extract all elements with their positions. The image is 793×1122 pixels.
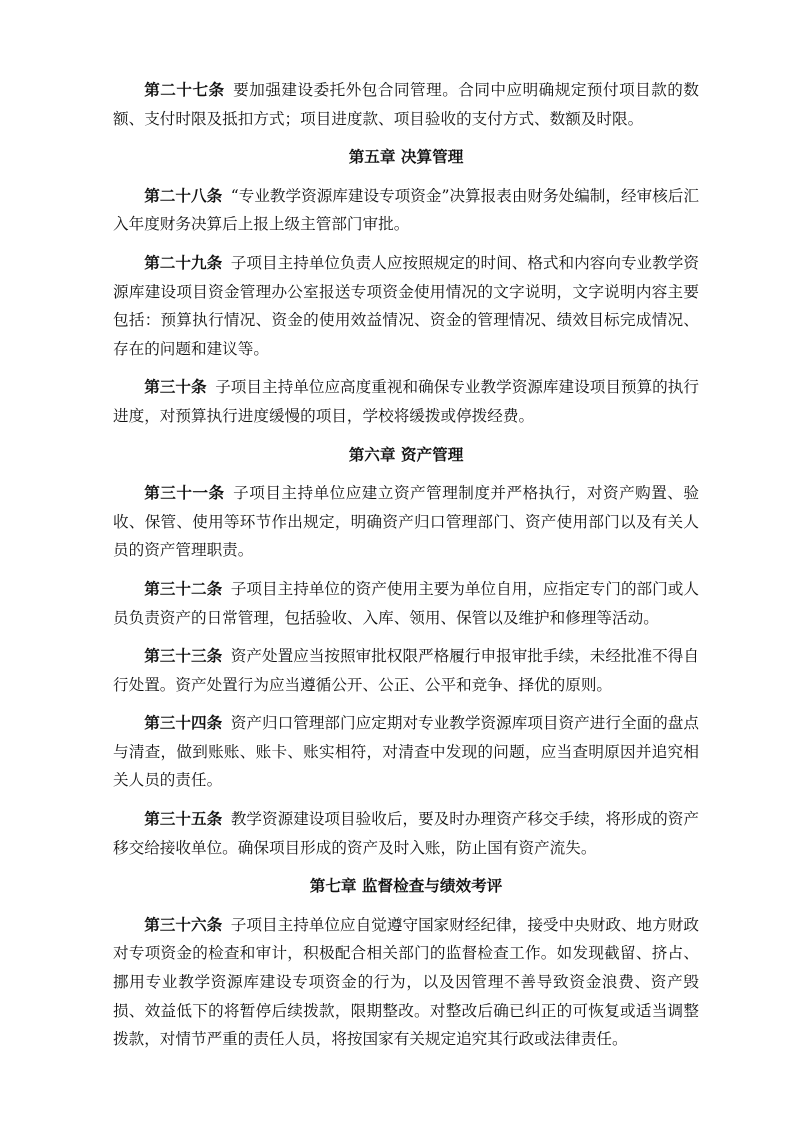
article-label: 第三十三条 (144, 646, 223, 666)
article-29 (113, 249, 699, 363)
article-30 (113, 373, 699, 430)
article-text: 资产归口管理部门应定期对专业教学资源库项目资产进行全面的盘点与清查，做到账账、账卡、账实相符，对清查中发现的问题，应当查明原因并追究相关人员的责任。 (113, 714, 699, 790)
article-text: 资产处置应当按照审批权限严格履行申报审批手续，未经批准不得自行处置。资产处置行为应当遵循公开、公正、公平和竞争、择优的原则。 (113, 647, 699, 694)
article-36 (113, 911, 699, 1054)
article-text: 子项目主持单位负责人应按照规定的时间、格式和内容向专业教学资源库建设项目资金管理办公室报送专项资金使用情况的文字说明，文字说明内容主要包括：预算执行情况、资金的使用效益情况、资金的管理情况、绩效目标完成情况、存在的问题和建议等。 (113, 253, 699, 358)
article-28 (113, 182, 699, 239)
article-34 (113, 709, 699, 795)
article-27 (113, 76, 699, 133)
article-33 (113, 642, 699, 699)
article-text: 子项目主持单位应自觉遵守国家财经纪律，接受中央财政、地方财政对专项资金的检查和审计，积极配合相关部门的监督检查工作。如发现截留、挤占、挪用专业教学资源库建设专项资金的行为，以及因管理不善导致资金浪费、资产毁损、效益低下的将暂停后续拨款，限期整改。对整改后确已纠正的可恢复或适当调整拨款，对情节严重的责任人员，将按国家有关规定追究其行政或法律责任。 (113, 915, 699, 1049)
chapter-6-heading: 第六章 资产管理 (348, 444, 464, 464)
article-label: 第三十六条 (144, 914, 223, 934)
article-31 (113, 479, 699, 565)
article-label: 第三十四条 (144, 713, 223, 733)
article-label: 第二十八条 (144, 185, 223, 205)
chapter-5-heading: 第五章 决算管理 (348, 147, 464, 167)
article-text: 要加强建设委托外包合同管理。合同中应明确规定预付项目款的数额、支付时限及抵扣方式；项目进度款、项目验收的支付方式、数额及时限。 (113, 81, 699, 128)
article-text: “专业教学资源库建设专项资金”决算报表由财务处编制，经审核后汇入年度财务决算后上报上级主管部门审批。 (113, 186, 699, 234)
article-label: 第二十七条 (144, 80, 225, 99)
article-text: 子项目主持单位的资产使用主要为单位自用，应指定专门的部门或人员负责资产的日常管理，包括验收、入库、领用、保管以及维护和修理等活动。 (113, 579, 699, 627)
article-label: 第三十五条 (144, 809, 223, 829)
article-label: 第三十二条 (144, 578, 223, 598)
chapter-7-heading: 第七章 监督检查与绩效考评 (309, 876, 503, 896)
article-35 (113, 805, 699, 862)
article-label: 第三十条 (144, 377, 207, 397)
article-label: 第三十一条 (144, 483, 225, 503)
article-text: 子项目主持单位应高度重视和确保专业教学资源库建设项目预算的执行进度，对预算执行进度缓慢的项目，学校将缓拨或停拨经费。 (113, 378, 699, 425)
article-label: 第二十九条 (144, 252, 223, 272)
document-page (113, 76, 699, 1054)
article-32 (113, 575, 699, 632)
article-text: 教学资源建设项目验收后，要及时办理资产移交手续，将形成的资产移交给接收单位。确保项目形成的资产及时入账，防止国有资产流失。 (113, 810, 699, 857)
article-text: 子项目主持单位应建立资产管理制度并严格执行，对资产购置、验收、保管、使用等环节作出规定，明确资产归口管理部门、资产使用部门以及有关人员的资产管理职责。 (113, 484, 699, 560)
